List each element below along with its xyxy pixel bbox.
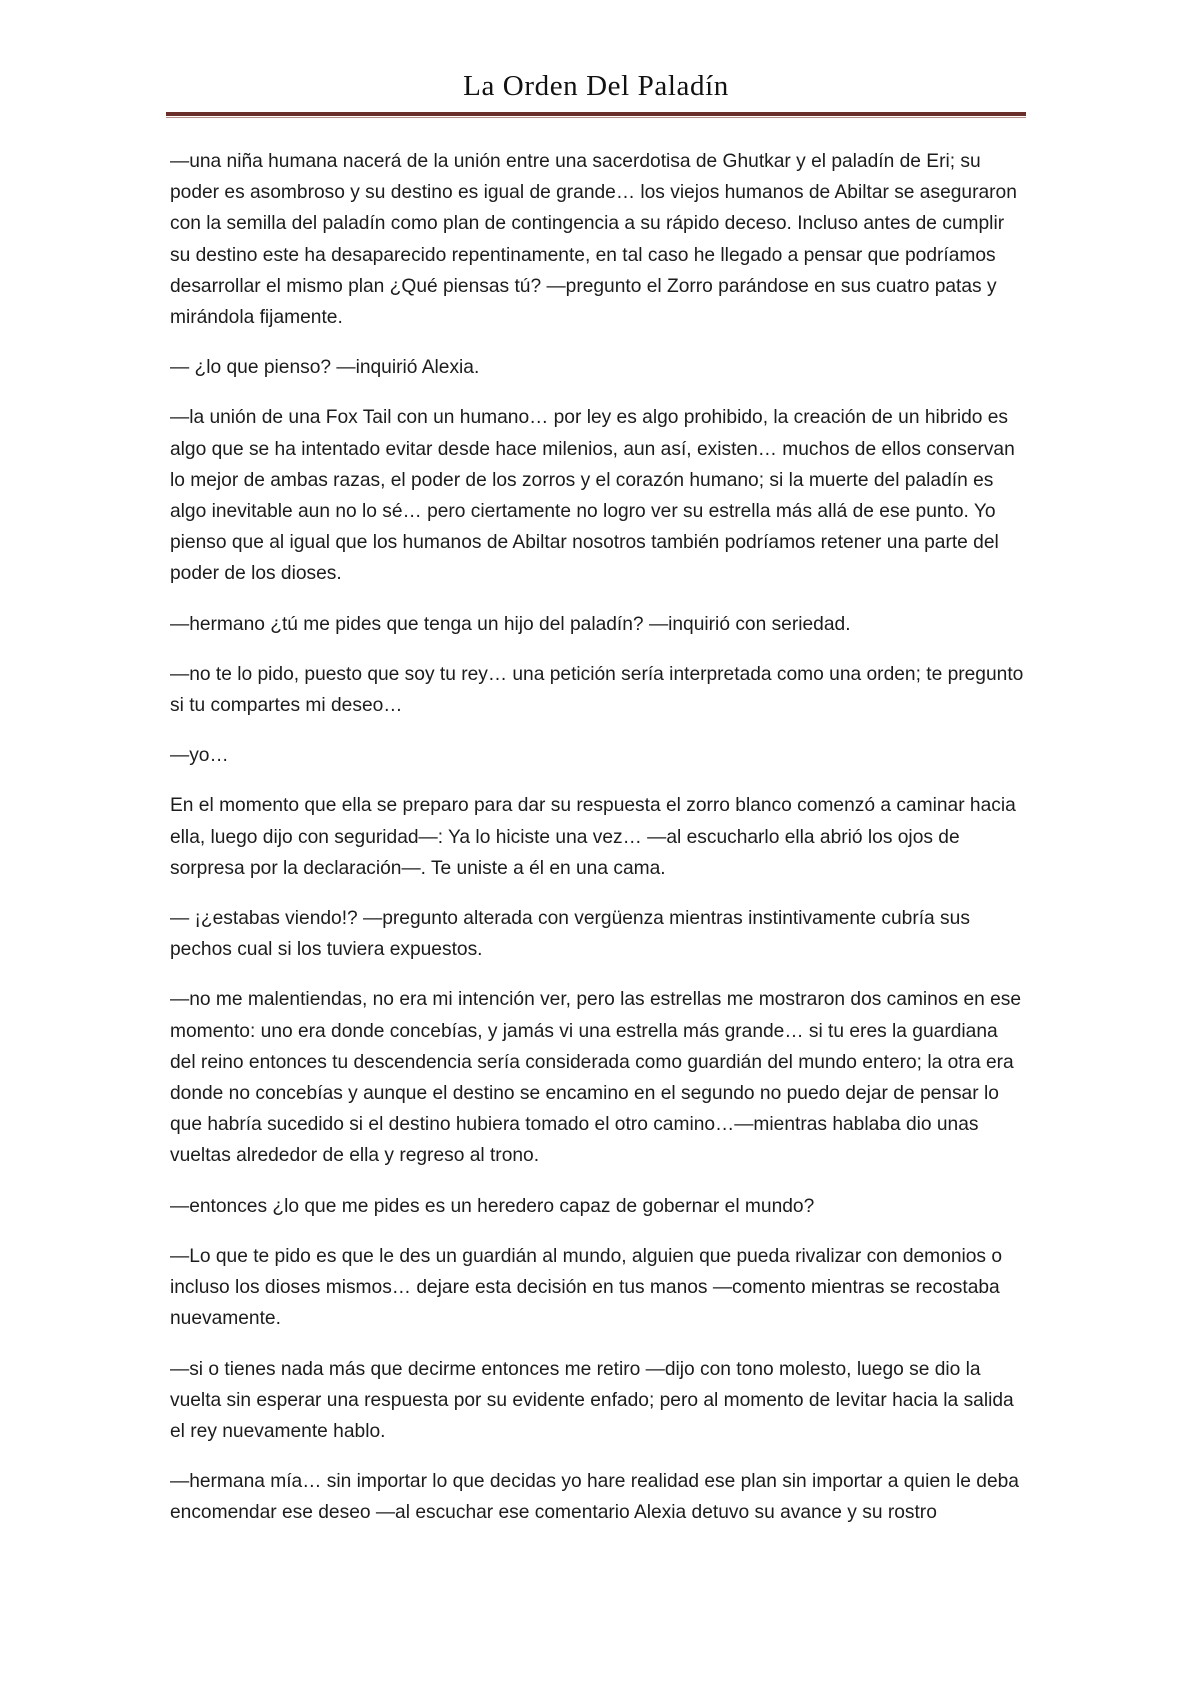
paragraph: En el momento que ella se preparo para dar su respuesta el zorro blanco comenzó a caminar hacia ella, luego dijo con seguridad—: Ya lo hiciste una vez… —al escucharlo ella abrió los ojos de sorpresa por la declaración—. Te uniste a él en una cama. — [170, 795, 1016, 879]
paragraph: —Lo que te pido es que le des un guardián al mundo, alguien que pueda rivalizar con demonios o incluso los dioses mismos… dejare esta decisión en tus manos —comento mientras se recostaba nuevamente. — [170, 1245, 1003, 1330]
paragraph: —yo… — [170, 745, 229, 767]
paragraph: —no me malentiendas, no era mi intención ver, pero las estrellas me mostraron dos caminos en ese momento: uno era donde concebías, y jamás vi una estrella más grande… si tu eres la guardiana del reino entonces tu descendencia sería considerada como guardián del mundo entero; la otra era donde no concebías y aunque el destino se encamino en el segundo no puedo dejar de pensar lo que habría sucedido si el destino hubiera tomado el otro camino…—mientras hablaba dio unas vueltas alrededor de ella y regreso al trono. — [170, 989, 1022, 1167]
paragraph: — ¿lo que pienso? —inquirió Alexia. — [170, 357, 480, 379]
paragraph: —entonces ¿lo que me pides es un heredero capaz de gobernar el mundo? — [170, 1195, 815, 1217]
paragraph: — ¡¿estabas viendo!? —pregunto alterada con vergüenza mientras instintivamente cubría sus pechos cual si los tuviera expuestos. — [170, 908, 970, 961]
paragraph: —hermana mía… sin importar lo que decidas yo hare realidad ese plan sin importar a quien le deba encomendar ese deseo —al escuchar ese comentario Alexia detuvo su avance y su rostro — [170, 1471, 1019, 1524]
header-rule-thin — [166, 117, 1026, 118]
header-rule — [166, 112, 1026, 116]
paragraph: —una niña humana nacerá de la unión entre una sacerdotisa de Ghutkar y el paladín de Eri; su poder es asombroso y su destino es igual de grande… los viejos humanos de Abiltar se aseguraron con la semilla del paladín como plan de contingencia a su rápido deceso. Incluso antes de cumplir su destino este ha desaparecido repentinamente, en tal caso he llegado a pensar que podríamos desarrollar el mismo plan ¿Qué piensas tú? —pregunto el Zorro parándose en sus cuatro patas y mirándola fijamente. — [170, 151, 1017, 329]
header-title: La Orden Del Paladín — [463, 70, 729, 102]
paragraph: —la unión de una Fox Tail con un humano… por ley es algo prohibido, la creación de un hibrido es algo que se ha intentado evitar desde hace milenios, aun así, existen… muchos de ellos conservan lo mejor de ambas razas, el poder de los zorros y el corazón humano; si la muerte del paladín es algo inevitable aun no lo sé… pero ciertamente no logro ver su estrella más allá de ese punto. Yo pienso que al igual que los humanos de Abiltar nosotros también podríamos retener una parte del poder de los dioses. — [170, 407, 1015, 585]
body-text — [170, 146, 1024, 1548]
paragraph: —hermano ¿tú me pides que tenga un hijo del paladín? —inquirió con seriedad. — [170, 613, 851, 635]
paragraph: —si o tienes nada más que decirme entonces me retiro —dijo con tono molesto, luego se dio la vuelta sin esperar una respuesta por su evidente enfado; pero al momento de levitar hacia la salida el rey nuevamente hablo. — [170, 1358, 1014, 1442]
paragraph: —no te lo pido, puesto que soy tu rey… una petición sería interpretada como una orden; te pregunto si tu compartes mi deseo… — [170, 663, 1024, 717]
page-header — [166, 68, 1026, 104]
